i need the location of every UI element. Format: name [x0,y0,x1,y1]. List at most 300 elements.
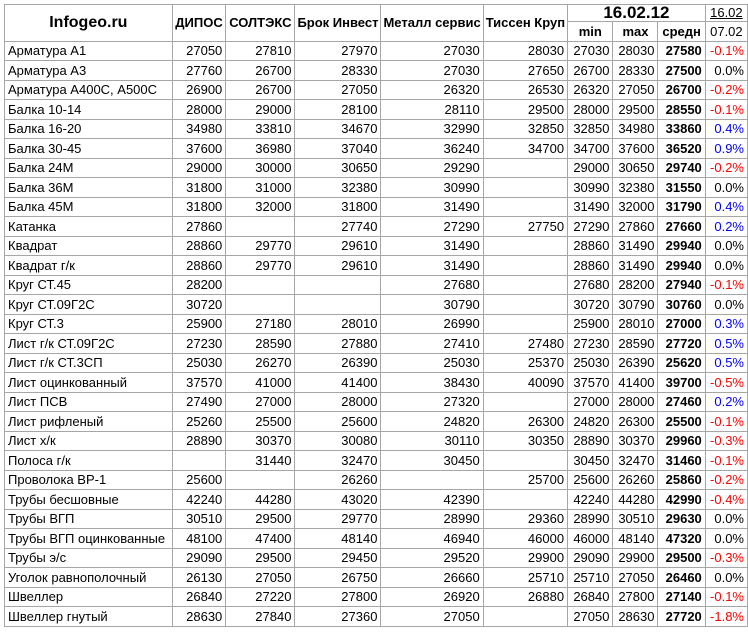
avg-price: 27940 [658,275,705,295]
price-cell: 28330 [295,61,381,81]
price-cell: 36240 [381,139,483,159]
price-cell: 37600 [172,139,226,159]
price-cell: 32990 [381,119,483,139]
price-cell: 29520 [381,548,483,568]
avg-price: 31790 [658,197,705,217]
price-cell: 31490 [381,236,483,256]
avg-price: 27720 [658,607,705,627]
price-cell: 38430 [381,373,483,393]
avg-price: 29500 [658,548,705,568]
avg-price: 36520 [658,139,705,159]
table-row [5,119,748,139]
price-cell: 28990 [381,509,483,529]
min-price: 30990 [568,178,613,198]
table-row [5,334,748,354]
avg-price: 27500 [658,61,705,81]
min-price: 31490 [568,197,613,217]
min-price: 27050 [568,607,613,627]
change-percent: -0.1% [705,275,747,295]
price-cell: 28890 [172,431,226,451]
max-price: 32470 [613,451,658,471]
price-cell: 33810 [226,119,295,139]
product-name: Балка 16-20 [5,119,173,139]
min-price: 29090 [568,548,613,568]
price-cell: 25700 [483,470,567,490]
product-name: Трубы ВГП оцинкованные [5,529,173,549]
avg-price: 27000 [658,314,705,334]
product-name: Балка 36М [5,178,173,198]
table-row [5,256,748,276]
avg-price: 25620 [658,353,705,373]
min-price: 37570 [568,373,613,393]
avg-price: 31550 [658,178,705,198]
change-percent: 0.9% [705,139,747,159]
change-percent: -0.1% [705,587,747,607]
price-cell: 26260 [295,470,381,490]
compare-current-date: 16.02 [705,5,747,22]
price-cell: 25710 [483,568,567,588]
max-price: 28000 [613,392,658,412]
change-percent: 0.4% [705,119,747,139]
table-row [5,568,748,588]
max-price: 32000 [613,197,658,217]
min-price: 30450 [568,451,613,471]
product-name: Уголок равнополочный [5,568,173,588]
max-price: 28200 [613,275,658,295]
price-cell: 28110 [381,100,483,120]
price-cell: 30370 [226,431,295,451]
avg-price: 27460 [658,392,705,412]
min-price: 24820 [568,412,613,432]
avg-price: 26460 [658,568,705,588]
min-price: 28990 [568,509,613,529]
price-cell: 27970 [295,41,381,61]
price-cell [483,490,567,510]
price-cell: 29090 [172,548,226,568]
table-row [5,470,748,490]
avg-price: 30760 [658,295,705,315]
price-cell: 29900 [483,548,567,568]
price-cell: 31440 [226,451,295,471]
price-cell: 47400 [226,529,295,549]
price-cell: 27490 [172,392,226,412]
price-cell: 26900 [172,80,226,100]
price-cell: 29000 [172,158,226,178]
min-price: 26320 [568,80,613,100]
table-row [5,197,748,217]
min-price: 27680 [568,275,613,295]
price-cell: 26270 [226,353,295,373]
price-cell: 27760 [172,61,226,81]
price-cell: 28590 [226,334,295,354]
price-cell: 30080 [295,431,381,451]
price-cell: 27740 [295,217,381,237]
product-name: Лист ПСВ [5,392,173,412]
product-name: Лист г/к СТ.3СП [5,353,173,373]
price-cell: 27860 [172,217,226,237]
price-cell: 27480 [483,334,567,354]
price-cell: 27840 [226,607,295,627]
max-price: 34980 [613,119,658,139]
price-cell: 28860 [172,256,226,276]
change-percent: 0.0% [705,568,747,588]
price-cell: 42390 [381,490,483,510]
max-price: 30370 [613,431,658,451]
change-percent: 0.0% [705,236,747,256]
avg-price: 29740 [658,158,705,178]
price-cell: 41400 [295,373,381,393]
change-percent: 0.2% [705,217,747,237]
date-header: 16.02.12 [568,5,706,22]
price-cell: 27290 [381,217,483,237]
avg-price: 29960 [658,431,705,451]
min-price: 27230 [568,334,613,354]
table-row [5,353,748,373]
change-percent: 0.0% [705,529,747,549]
price-cell: 27320 [381,392,483,412]
price-cell: 30000 [226,158,295,178]
price-cell: 25260 [172,412,226,432]
table-row [5,587,748,607]
price-cell [483,295,567,315]
change-percent: 0.0% [705,178,747,198]
change-percent: -0.1% [705,100,747,120]
price-cell: 34670 [295,119,381,139]
table-row [5,217,748,237]
price-cell: 28200 [172,275,226,295]
change-percent: -0.2% [705,470,747,490]
price-cell [226,275,295,295]
price-cell: 46940 [381,529,483,549]
price-cell: 43020 [295,490,381,510]
price-cell [483,607,567,627]
product-name: Лист х/к [5,431,173,451]
price-cell: 30110 [381,431,483,451]
max-price: 48140 [613,529,658,549]
site-title: Infogeo.ru [5,5,173,42]
max-price: 26260 [613,470,658,490]
price-cell: 27410 [381,334,483,354]
avg-price: 31460 [658,451,705,471]
price-cell: 30790 [381,295,483,315]
avg-price: 29940 [658,256,705,276]
min-price: 29000 [568,158,613,178]
table-row [5,607,748,627]
supplier-header: Брок Инвест [295,5,381,42]
product-name: Трубы бесшовные [5,490,173,510]
price-cell [226,295,295,315]
min-price: 27000 [568,392,613,412]
supplier-header: Тиссен Круп [483,5,567,42]
max-price: 37600 [613,139,658,159]
change-percent: -0.1% [705,412,747,432]
price-cell: 26700 [226,61,295,81]
change-percent: -0.3% [705,431,747,451]
header-row [5,5,748,22]
table-row [5,431,748,451]
avg-price: 33860 [658,119,705,139]
product-name: Полоса г/к [5,451,173,471]
product-name: Трубы э/с [5,548,173,568]
max-price: 27860 [613,217,658,237]
max-price: 27050 [613,568,658,588]
table-row [5,451,748,471]
price-cell: 25900 [172,314,226,334]
price-cell: 31800 [172,197,226,217]
avg-price: 39700 [658,373,705,393]
price-cell: 29500 [226,548,295,568]
min-price: 27030 [568,41,613,61]
table-row [5,139,748,159]
change-percent: 0.0% [705,295,747,315]
change-percent: -0.1% [705,41,747,61]
price-cell: 28000 [295,392,381,412]
price-cell: 26130 [172,568,226,588]
max-price: 28330 [613,61,658,81]
change-percent: 0.3% [705,314,747,334]
change-percent: -0.4% [705,490,747,510]
price-cell: 46000 [483,529,567,549]
price-cell: 31800 [295,197,381,217]
avg-price: 26700 [658,80,705,100]
price-cell: 26530 [483,80,567,100]
max-price: 30510 [613,509,658,529]
price-cell: 26990 [381,314,483,334]
min-price: 28860 [568,256,613,276]
product-name: Проволока ВР-1 [5,470,173,490]
table-row [5,178,748,198]
avg-price: 47320 [658,529,705,549]
price-cell: 27220 [226,587,295,607]
avg-price: 42990 [658,490,705,510]
supplier-header: СОЛТЭКС [226,5,295,42]
price-cell [172,451,226,471]
max-price: 28010 [613,314,658,334]
min-price: 46000 [568,529,613,549]
max-price: 44280 [613,490,658,510]
price-cell [483,392,567,412]
price-cell: 28100 [295,100,381,120]
price-cell: 27050 [226,568,295,588]
price-cell: 29500 [226,509,295,529]
price-cell: 29290 [381,158,483,178]
change-percent: 0.0% [705,61,747,81]
price-cell: 31800 [172,178,226,198]
min-price: 28000 [568,100,613,120]
price-cell: 27360 [295,607,381,627]
change-percent: -0.5% [705,373,747,393]
min-price: 26700 [568,61,613,81]
change-percent: -0.1% [705,451,747,471]
price-cell: 25500 [226,412,295,432]
max-price: 30790 [613,295,658,315]
price-cell [381,470,483,490]
change-percent: 0.4% [705,197,747,217]
product-name: Трубы ВГП [5,509,173,529]
price-cell: 28000 [172,100,226,120]
min-price: 25710 [568,568,613,588]
product-name: Лист г/к СТ.09Г2С [5,334,173,354]
avg-price: 25860 [658,470,705,490]
price-cell: 30720 [172,295,226,315]
max-price: 32380 [613,178,658,198]
table-row [5,373,748,393]
supplier-header: ДИПОС [172,5,226,42]
price-cell [295,295,381,315]
price-cell: 32850 [483,119,567,139]
price-cell [483,275,567,295]
price-cell [483,314,567,334]
avg-price: 29940 [658,236,705,256]
price-cell: 27050 [295,80,381,100]
price-cell: 27650 [483,61,567,81]
table-row [5,314,748,334]
price-cell [483,256,567,276]
price-cell: 29500 [483,100,567,120]
max-price: 28030 [613,41,658,61]
price-cell [483,236,567,256]
max-price: 31490 [613,256,658,276]
price-cell: 26920 [381,587,483,607]
min-price: 26840 [568,587,613,607]
change-percent: 0.5% [705,353,747,373]
max-price: 29500 [613,100,658,120]
avg-price: 27140 [658,587,705,607]
product-name: Круг СТ.3 [5,314,173,334]
product-name: Балка 45М [5,197,173,217]
max-price: 28590 [613,334,658,354]
price-cell: 27050 [381,607,483,627]
price-cell: 25030 [381,353,483,373]
price-cell: 29360 [483,509,567,529]
table-row [5,41,748,61]
price-cell: 24820 [381,412,483,432]
price-cell [483,158,567,178]
product-name: Квадрат г/к [5,256,173,276]
price-cell: 31490 [381,256,483,276]
min-price: 25900 [568,314,613,334]
price-cell: 27000 [226,392,295,412]
price-cell: 27800 [295,587,381,607]
product-name: Балка 24М [5,158,173,178]
product-name: Балка 10-14 [5,100,173,120]
table-row [5,158,748,178]
price-cell: 28860 [172,236,226,256]
table-row [5,236,748,256]
price-cell: 29000 [226,100,295,120]
price-cell: 30650 [295,158,381,178]
price-cell: 30450 [381,451,483,471]
price-cell: 42240 [172,490,226,510]
change-percent: -0.2% [705,158,747,178]
table-row [5,275,748,295]
product-name: Катанка [5,217,173,237]
table-row [5,490,748,510]
avg-header: средн [658,22,705,42]
avg-price: 29630 [658,509,705,529]
min-price: 32850 [568,119,613,139]
price-cell: 26750 [295,568,381,588]
max-price: 29900 [613,548,658,568]
product-name: Арматура А1 [5,41,173,61]
price-cell: 26300 [483,412,567,432]
table-row [5,80,748,100]
min-price: 42240 [568,490,613,510]
price-cell [483,178,567,198]
max-price: 30650 [613,158,658,178]
avg-price: 25500 [658,412,705,432]
product-name: Арматура А400С, А500С [5,80,173,100]
min-price: 25600 [568,470,613,490]
avg-price: 27720 [658,334,705,354]
price-cell: 26840 [172,587,226,607]
price-cell: 31490 [381,197,483,217]
price-cell: 27680 [381,275,483,295]
price-cell: 27050 [172,41,226,61]
price-cell: 32000 [226,197,295,217]
price-cell: 27880 [295,334,381,354]
price-cell: 25370 [483,353,567,373]
price-cell: 29450 [295,548,381,568]
price-cell: 40090 [483,373,567,393]
min-price: 27290 [568,217,613,237]
change-percent: -0.3% [705,548,747,568]
price-cell: 30510 [172,509,226,529]
price-cell: 27030 [381,41,483,61]
price-cell: 34700 [483,139,567,159]
max-header: max [613,22,658,42]
max-price: 41400 [613,373,658,393]
price-cell: 27810 [226,41,295,61]
product-name: Швеллер гнутый [5,607,173,627]
price-cell: 41000 [226,373,295,393]
price-cell: 26880 [483,587,567,607]
price-cell: 29770 [295,509,381,529]
price-cell: 44280 [226,490,295,510]
price-cell: 31000 [226,178,295,198]
product-name: Швеллер [5,587,173,607]
price-cell: 25600 [172,470,226,490]
price-cell: 28010 [295,314,381,334]
price-cell: 27230 [172,334,226,354]
min-price: 28860 [568,236,613,256]
price-cell: 29770 [226,256,295,276]
min-price: 28890 [568,431,613,451]
price-cell [226,217,295,237]
table-row [5,509,748,529]
max-price: 26390 [613,353,658,373]
min-price: 25030 [568,353,613,373]
supplier-header: Металл сервис [381,5,483,42]
price-cell: 48140 [295,529,381,549]
change-percent: 0.0% [705,509,747,529]
price-table [4,4,748,627]
price-cell: 28030 [483,41,567,61]
product-name: Балка 30-45 [5,139,173,159]
product-name: Арматура А3 [5,61,173,81]
price-cell: 48100 [172,529,226,549]
product-name: Круг СТ.09Г2С [5,295,173,315]
price-cell [483,451,567,471]
change-percent: 0.2% [705,392,747,412]
price-cell: 25600 [295,412,381,432]
avg-price: 28550 [658,100,705,120]
price-cell: 29770 [226,236,295,256]
product-name: Круг СТ.45 [5,275,173,295]
table-row [5,548,748,568]
price-cell: 26390 [295,353,381,373]
product-name: Лист рифленый [5,412,173,432]
